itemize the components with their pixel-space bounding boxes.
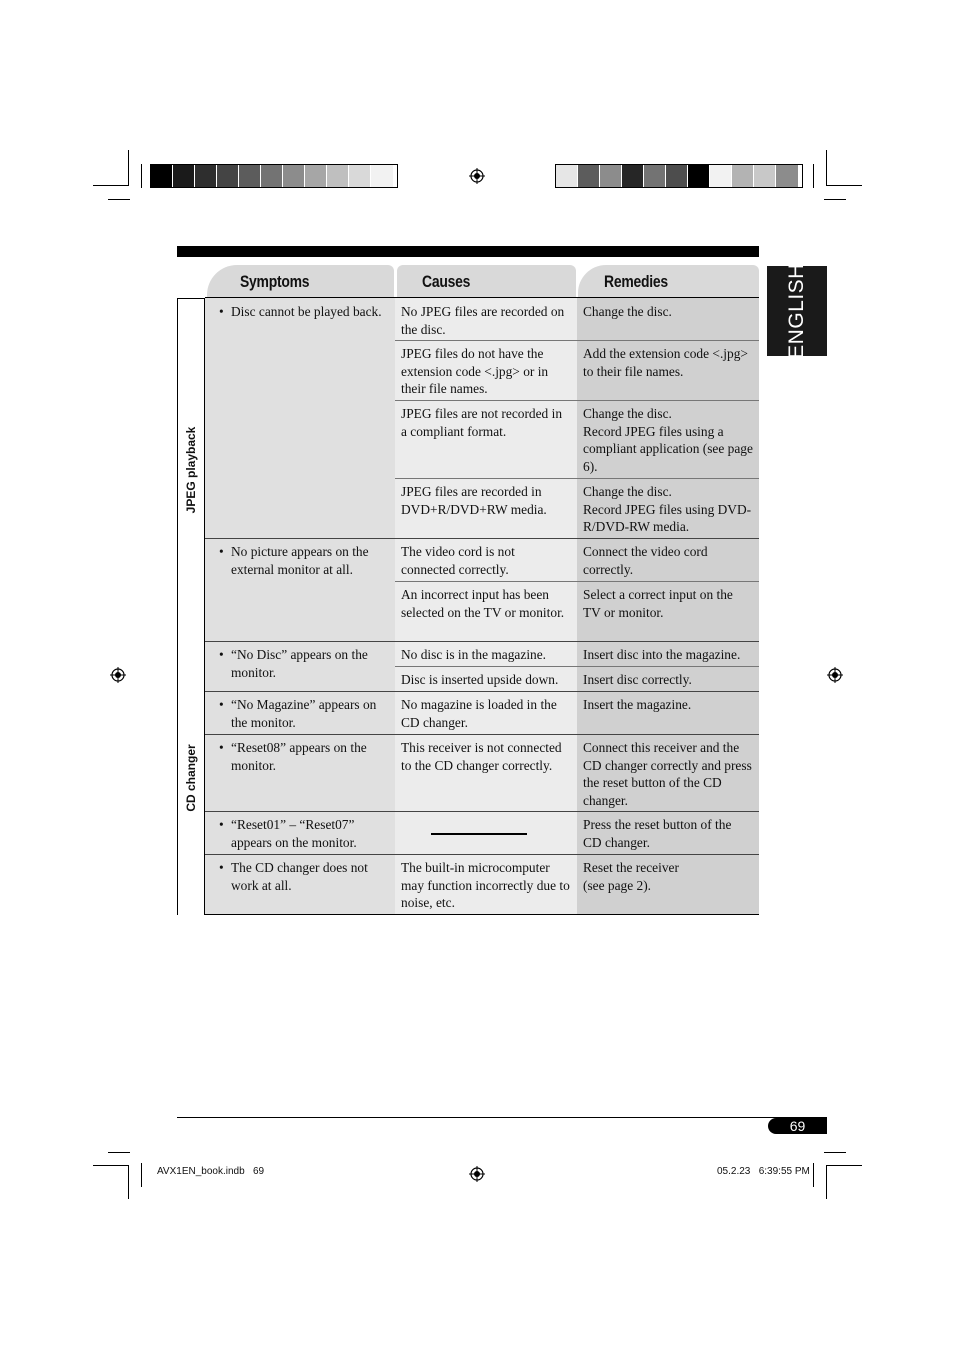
color-swatch (710, 165, 732, 187)
color-swatch (151, 165, 173, 187)
cause-cell: An incorrect input has been selected on the TV or monitor. (395, 581, 577, 641)
color-swatch (239, 165, 261, 187)
color-swatch (305, 165, 327, 187)
color-swatch (556, 165, 578, 187)
cause-cell: Disc is inserted upside down. (395, 666, 577, 691)
color-swatch (754, 165, 776, 187)
symptom-text: “No Magazine” appears on the monitor. (231, 697, 377, 730)
registration-mark-icon (469, 168, 485, 184)
remedy-cell: Change the disc. Record JPEG files using a compliant application (see page 6). (577, 400, 759, 478)
symptom-text: Disc cannot be played back. (231, 304, 382, 319)
color-calibration-bar-right (555, 164, 803, 188)
cause-cell: JPEG files do not have the extension code <.jpg> or in their file names. (395, 340, 577, 400)
symptom-cell (205, 691, 395, 734)
header-remedies-label: Remedies (604, 272, 668, 291)
footer-file-slug: AVX1EN_book.indb 69 (157, 1166, 265, 1177)
bullet-icon: • (219, 647, 224, 662)
color-swatch (600, 165, 622, 187)
page-number: 69 (768, 1118, 827, 1134)
symptom-cell (205, 538, 395, 641)
color-swatch (283, 165, 305, 187)
color-calibration-bar-left (150, 164, 398, 188)
header-symptoms (207, 265, 394, 298)
remedy-cell: Insert disc correctly. (577, 666, 759, 691)
symptom-text: “Reset01” – “Reset07” appears on the monitor. (231, 817, 357, 850)
row-separator (395, 666, 759, 667)
section-label-column (177, 298, 205, 641)
language-tab (767, 263, 827, 359)
bullet-icon: • (219, 740, 224, 755)
cause-cell: No magazine is loaded in the CD changer. (395, 691, 577, 734)
row-separator (205, 854, 759, 855)
registration-mark-icon (469, 1166, 485, 1182)
crop-mark (813, 164, 814, 188)
crop-mark (826, 1165, 862, 1166)
color-swatch (261, 165, 283, 187)
remedy-cell: Connect this receiver and the CD changer correctly and press the reset button of the CD changer. (577, 734, 759, 811)
crop-mark (824, 199, 846, 200)
color-swatch (371, 165, 393, 187)
remedy-cell: Add the extension code <.jpg> to their file names. (577, 340, 759, 400)
color-swatch (578, 165, 600, 187)
color-swatch (217, 165, 239, 187)
registration-mark-icon (110, 667, 126, 683)
blank-indicator-line (431, 833, 527, 835)
color-swatch (349, 165, 371, 187)
cause-cell: JPEG files are not recorded in a compliant format. (395, 400, 577, 478)
crop-mark (824, 1152, 846, 1153)
language-tab-label: ENGLISH (785, 263, 808, 359)
crop-mark (826, 150, 827, 186)
row-separator (205, 811, 759, 812)
color-swatch (644, 165, 666, 187)
remedy-cell: Press the reset button of the CD changer. (577, 811, 759, 854)
bullet-icon: • (219, 544, 224, 559)
crop-mark (813, 1163, 814, 1187)
bullet-icon: • (219, 817, 224, 832)
header-remedies (578, 265, 759, 298)
cause-cell: No JPEG files are recorded on the disc. (395, 298, 577, 340)
remedy-cell: Insert disc into the magazine. (577, 641, 759, 666)
bullet-icon: • (219, 860, 224, 875)
section-label-column (177, 641, 205, 915)
symptom-text: No picture appears on the external monitor at all. (231, 544, 369, 577)
row-separator (395, 340, 759, 341)
color-swatch (327, 165, 349, 187)
registration-mark-icon (827, 667, 843, 683)
bullet-icon: • (219, 304, 224, 319)
crop-mark (128, 1165, 129, 1199)
cause-cell: JPEG files are recorded in DVD+R/DVD+RW media. (395, 478, 577, 538)
crop-mark (128, 150, 129, 186)
crop-mark (826, 185, 862, 186)
row-separator (205, 538, 759, 539)
section-label: JPEG playback (184, 426, 198, 514)
row-separator (205, 734, 759, 735)
row-separator (177, 641, 759, 642)
remedy-cell: Select a correct input on the TV or monitor. (577, 581, 759, 641)
header-symptoms-label: Symptoms (240, 272, 310, 291)
cause-cell: The built-in microcomputer may function incorrectly due to noise, etc. (395, 854, 577, 914)
row-separator (395, 400, 759, 401)
crop-mark (93, 185, 129, 186)
section-top-rule (177, 246, 759, 257)
row-separator (395, 581, 759, 582)
table-bottom-rule (177, 914, 759, 915)
symptom-text: “Reset08” appears on the monitor. (231, 740, 367, 773)
color-swatch (173, 165, 195, 187)
bullet-icon: • (219, 697, 224, 712)
symptom-text: “No Disc” appears on the monitor. (231, 647, 368, 680)
symptom-cell (205, 298, 395, 538)
cause-cell: This receiver is not connected to the CD changer correctly. (395, 734, 577, 811)
remedy-cell: Reset the receiver (see page 2). (577, 854, 759, 914)
crop-mark (93, 1165, 129, 1166)
remedy-cell: Insert the magazine. (577, 691, 759, 734)
row-separator (395, 478, 759, 479)
cause-cell: No disc is in the magazine. (395, 641, 577, 666)
crop-mark (826, 1165, 827, 1199)
symptom-cell (205, 734, 395, 811)
color-swatch (688, 165, 710, 187)
symptom-cell (205, 641, 395, 691)
color-swatch (195, 165, 217, 187)
footer-rule (177, 1117, 827, 1118)
color-swatch (732, 165, 754, 187)
section-label: CD changer (184, 744, 198, 812)
crop-mark (108, 199, 130, 200)
row-separator (205, 691, 759, 692)
color-swatch (666, 165, 688, 187)
symptom-cell (205, 854, 395, 914)
remedy-cell: Change the disc. (577, 298, 759, 340)
color-swatch (622, 165, 644, 187)
crop-mark (108, 1152, 130, 1153)
header-causes-label: Causes (422, 272, 471, 291)
footer-timestamp: 05.2.23 6:39:55 PM (717, 1166, 810, 1177)
remedy-cell: Change the disc. Record JPEG files using DVD-R/DVD-RW media. (577, 478, 759, 538)
remedy-cell: Connect the video cord correctly. (577, 538, 759, 581)
symptom-text: The CD changer does not work at all. (231, 860, 368, 893)
crop-mark (141, 1163, 142, 1187)
header-causes (397, 265, 576, 298)
symptom-cell (205, 811, 395, 854)
cause-cell: The video cord is not connected correctly. (395, 538, 577, 581)
crop-mark (141, 164, 142, 188)
color-swatch (776, 165, 798, 187)
